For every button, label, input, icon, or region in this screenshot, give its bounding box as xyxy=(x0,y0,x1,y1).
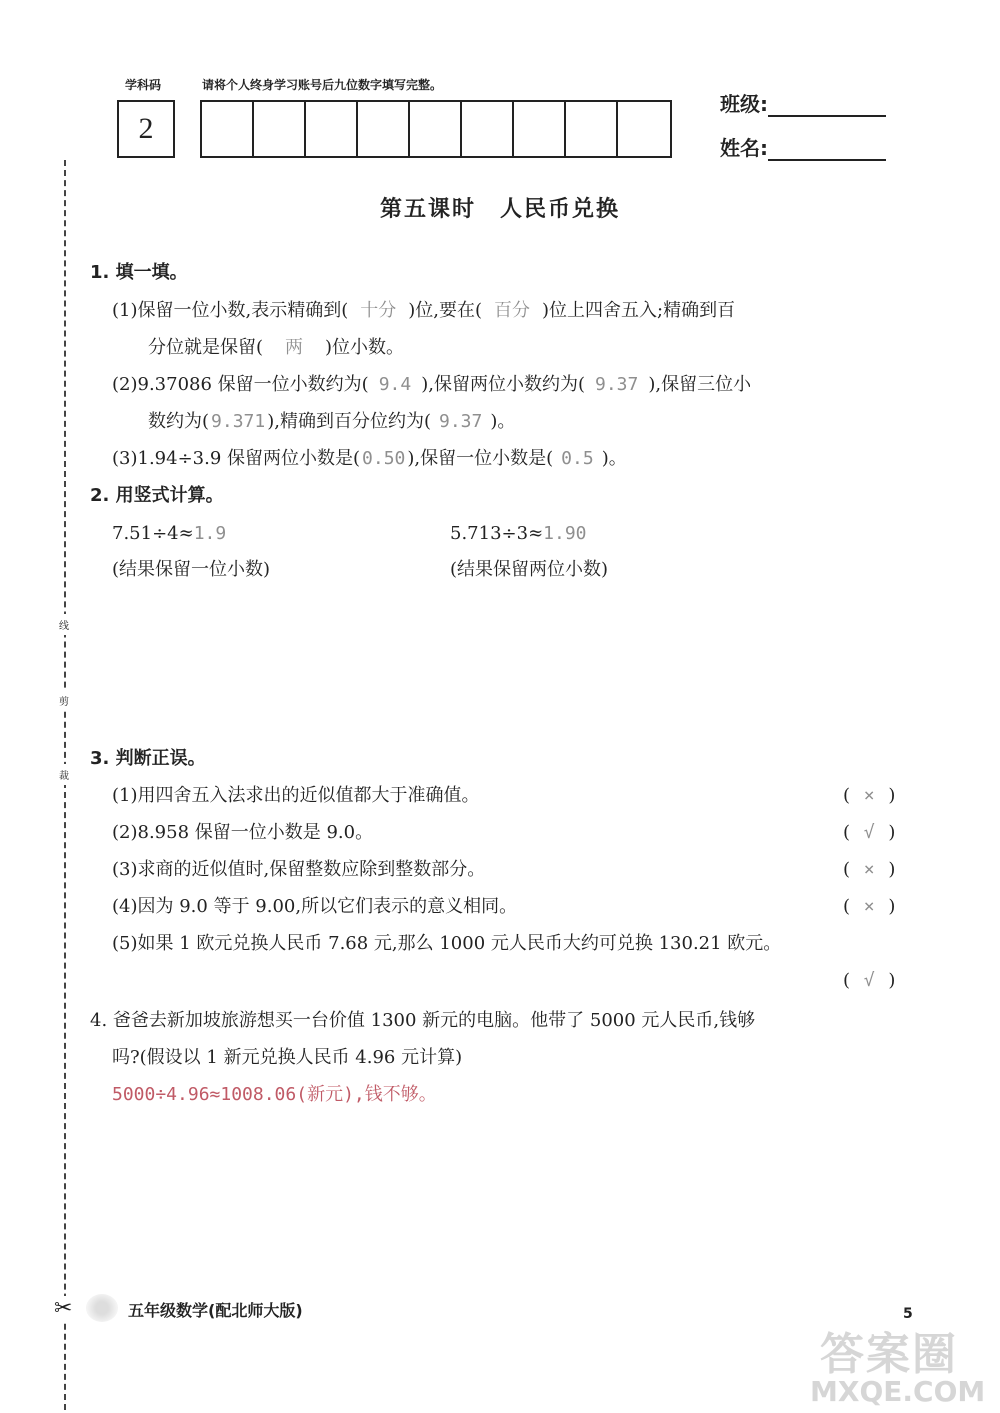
cut-line xyxy=(64,160,66,1410)
judgement-bracket[interactable]: ( √ ) xyxy=(843,822,896,843)
text: )。 xyxy=(490,411,516,432)
text: ),保留三位小 xyxy=(648,374,752,395)
digit-box[interactable] xyxy=(410,102,462,156)
wrong-mark-icon: × xyxy=(863,785,875,806)
class-blank[interactable] xyxy=(768,93,886,117)
wrong-mark-icon: × xyxy=(863,896,875,917)
q1-heading: 1. 填一填。 xyxy=(90,262,188,283)
check-mark-icon: √ xyxy=(863,970,875,991)
digit-box[interactable] xyxy=(306,102,358,156)
publisher-logo-icon xyxy=(86,1294,118,1322)
judgement-bracket[interactable]: ( × ) xyxy=(843,896,896,917)
q3-item: (3)求商的近似值时,保留整数应除到整数部分。 xyxy=(112,859,486,880)
q3-item: (4)因为 9.0 等于 9.00,所以它们表示的意义相同。 xyxy=(112,896,518,917)
digit-box[interactable] xyxy=(462,102,514,156)
judgement-bracket[interactable]: ( √ ) xyxy=(843,970,896,991)
digit-box[interactable] xyxy=(566,102,618,156)
text: )位小数。 xyxy=(325,337,405,358)
q1-part1-line1 xyxy=(112,293,735,329)
q2-left-expression xyxy=(112,516,226,552)
digit-box[interactable] xyxy=(514,102,566,156)
text: 5.713÷3≈ xyxy=(450,523,544,544)
answer: 9.4 xyxy=(378,374,412,395)
account-instruction: 请将个人终身学习账号后九位数字填写完整。 xyxy=(202,78,443,92)
account-number-boxes[interactable] xyxy=(200,100,672,158)
answer: 1.90 xyxy=(543,523,587,544)
book-title: 五年级数学(配北师大版) xyxy=(128,1301,303,1320)
q4-question-line1: 4. 爸爸去新加坡旅游想买一台价值 1300 新元的电脑。他带了 5000 元人民币,钱够 xyxy=(90,1010,756,1031)
answer: 十分 xyxy=(360,300,397,321)
cut-line-label-line: 线 xyxy=(56,614,72,635)
text: (2)9.37086 保留一位小数约为( xyxy=(112,374,369,395)
q4-question-line2: 吗?(假设以 1 新元兑换人民币 4.96 元计算) xyxy=(112,1047,463,1068)
answer: 9.37 xyxy=(439,411,483,432)
digit-box[interactable] xyxy=(358,102,410,156)
answer: 9.37 xyxy=(594,374,639,395)
q1-part2-line1 xyxy=(112,367,751,403)
answer: 0.50 xyxy=(362,448,406,469)
answer: 9.371 xyxy=(211,411,266,432)
text: 分位就是保留( xyxy=(148,337,264,358)
text: )位,要在( xyxy=(408,300,483,321)
subject-code-box: 2 xyxy=(117,100,175,158)
judgement-bracket[interactable]: ( × ) xyxy=(843,859,896,880)
watermark-logo: 答案圈 xyxy=(820,1329,958,1380)
text: (3)1.94÷3.9 保留两位小数是( xyxy=(112,448,361,469)
text: ),精确到百分位约为( xyxy=(267,411,431,432)
class-label: 班级: xyxy=(720,92,768,116)
q3-item: (2)8.958 保留一位小数是 9.0。 xyxy=(112,822,374,843)
answer: 两 xyxy=(285,337,304,358)
digit-box[interactable] xyxy=(618,102,670,156)
page-number: 5 xyxy=(903,1306,913,1322)
text: )位上四舍五入;精确到百 xyxy=(542,300,736,321)
text: 数约为( xyxy=(148,411,210,432)
q1-part3 xyxy=(112,441,627,477)
q2-heading: 2. 用竖式计算。 xyxy=(90,485,224,506)
q3-item: (5)如果 1 欧元兑换人民币 7.68 元,那么 1000 元人民币大约可兑换 130.21 欧元。 xyxy=(112,933,782,954)
q2-right-expression xyxy=(450,516,587,552)
watermark-url: MXQE.COM xyxy=(810,1375,986,1408)
text: (1)保留一位小数,表示精确到( xyxy=(112,300,349,321)
q2-right-note: (结果保留两位小数) xyxy=(450,559,609,580)
name-field[interactable] xyxy=(720,132,886,161)
name-label: 姓名: xyxy=(720,136,768,160)
q1-part1-line2 xyxy=(148,330,404,366)
q1-part2-line2 xyxy=(148,404,515,440)
answer: 1.9 xyxy=(193,523,227,544)
text: ),保留一位小数是( xyxy=(407,448,554,469)
check-mark-icon: √ xyxy=(863,822,875,843)
text: 7.51÷4≈ xyxy=(112,523,194,544)
q4-answer: 5000÷4.96≈1008.06(新元),钱不够。 xyxy=(112,1084,437,1105)
digit-box[interactable] xyxy=(202,102,254,156)
q3-item: (1)用四舍五入法求出的近似值都大于准确值。 xyxy=(112,785,480,806)
answer: 百分 xyxy=(494,300,531,321)
page-title: 第五课时 人民币兑换 xyxy=(379,197,620,222)
cut-line-label-cut: 剪 xyxy=(56,690,72,711)
judgement-bracket[interactable]: ( × ) xyxy=(843,785,896,806)
class-field[interactable] xyxy=(720,88,886,117)
q3-heading: 3. 判断正误。 xyxy=(90,748,206,769)
q2-left-note: (结果保留一位小数) xyxy=(112,559,271,580)
text: )。 xyxy=(601,448,627,469)
cut-line-label-trim: 裁 xyxy=(56,764,72,785)
scissors-icon: ✂ xyxy=(54,1296,73,1321)
name-blank[interactable] xyxy=(768,137,886,161)
answer: 0.5 xyxy=(561,448,594,469)
subject-code-label: 学科码 xyxy=(125,78,162,92)
text: ),保留两位小数约为( xyxy=(421,374,585,395)
digit-box[interactable] xyxy=(254,102,306,156)
wrong-mark-icon: × xyxy=(863,859,875,880)
